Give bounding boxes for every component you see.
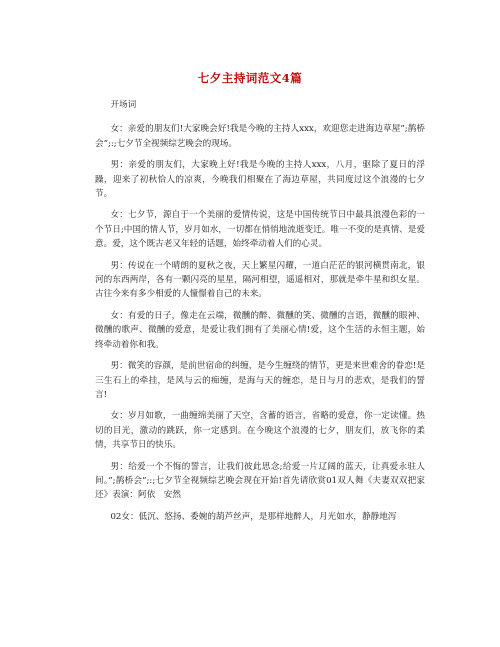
paragraph-1: 女：亲爱的朋友们!大家晚会好!我是今晚的主持人xxx，欢迎您走进海边草屋”;鹊桥会”;:;七夕节全视频综艺晚会的现场。	[95, 124, 425, 149]
paragraph-5: 女：有爱的日子，像走在云端，微醺的醉、微醺的笑、微醺的言语，微醺的眼神、微醺的歌声、微醺的爱意，是爱让我们拥有了美丽心情!爱，这个生活的永恒主题，始终牵动着你和我。	[95, 310, 425, 350]
section-heading: 开场词	[110, 100, 137, 110]
paragraph-6: 男：微笑的容颜，是前世宿命的纠缠，是今生缠绕的情节，更是来世难舍的眷恋!是三生石上的牵挂，是风与云的痴缠，是海与天的缠恋，是日与月的悲欢，是我们的誓言!	[95, 361, 425, 400]
paragraph-8: 男：给爱一个不悔的誓言，让我们彼此思念;给爱一片辽阔的蓝天，让真爱永驻人间。”;鹊桥会”;:;七夕节全视频综艺晚会现在开始!首先请欣赏01双人舞《夫妻双双把家还》表演：阿依 安然	[95, 461, 425, 501]
paragraph-4: 男：传说在一个晴朗的夏秋之夜，天上繁星闪耀，一道白茫茫的银河横贯南北，银河的东西两岸，各有一颗闪亮的星星，隔河相望，遥遥相对，那就是牵牛星和织女星。古往今来有多少相爱的人憧憬着自己的未来。	[95, 260, 425, 300]
paragraph-3: 女：七夕节，源自于一个美丽的爱情传说，这是中国传统节日中最具浪漫色彩的一个节日;中国的情人节，岁月如水，一切都在悄悄地流逝变迁。唯一不变的是真情、是爱意。爱，这个既古老又年轻的话题，始终牵动着人们的心灵。	[95, 210, 425, 250]
paragraph-7: 女：岁月如歌，一曲缠绵美丽了天空，含蓄的语言，省略的爱意，你一定读懂。热切的目光，激动的跳跃，你一定感到。在今晚这个浪漫的七夕，朋友们，放飞你的柔情，共享节日的快乐。	[95, 411, 425, 451]
paragraph-9: 02女：低沉、悠扬、委婉的葫芦丝声，是那样地醉人，月光如水，静静地泻	[110, 511, 397, 522]
document-title: 七夕主持词范文4篇	[197, 71, 303, 85]
paragraph-2: 男：亲爱的朋友们，大家晚上好!我是今晚的主持人xxx，八月，驱除了夏日的浮躁，迎来了初秋恰人的凉爽，今晚我们相聚在了海边草屋，共同度过这个浪漫的七夕节。	[95, 160, 425, 200]
document-body	[95, 98, 425, 531]
